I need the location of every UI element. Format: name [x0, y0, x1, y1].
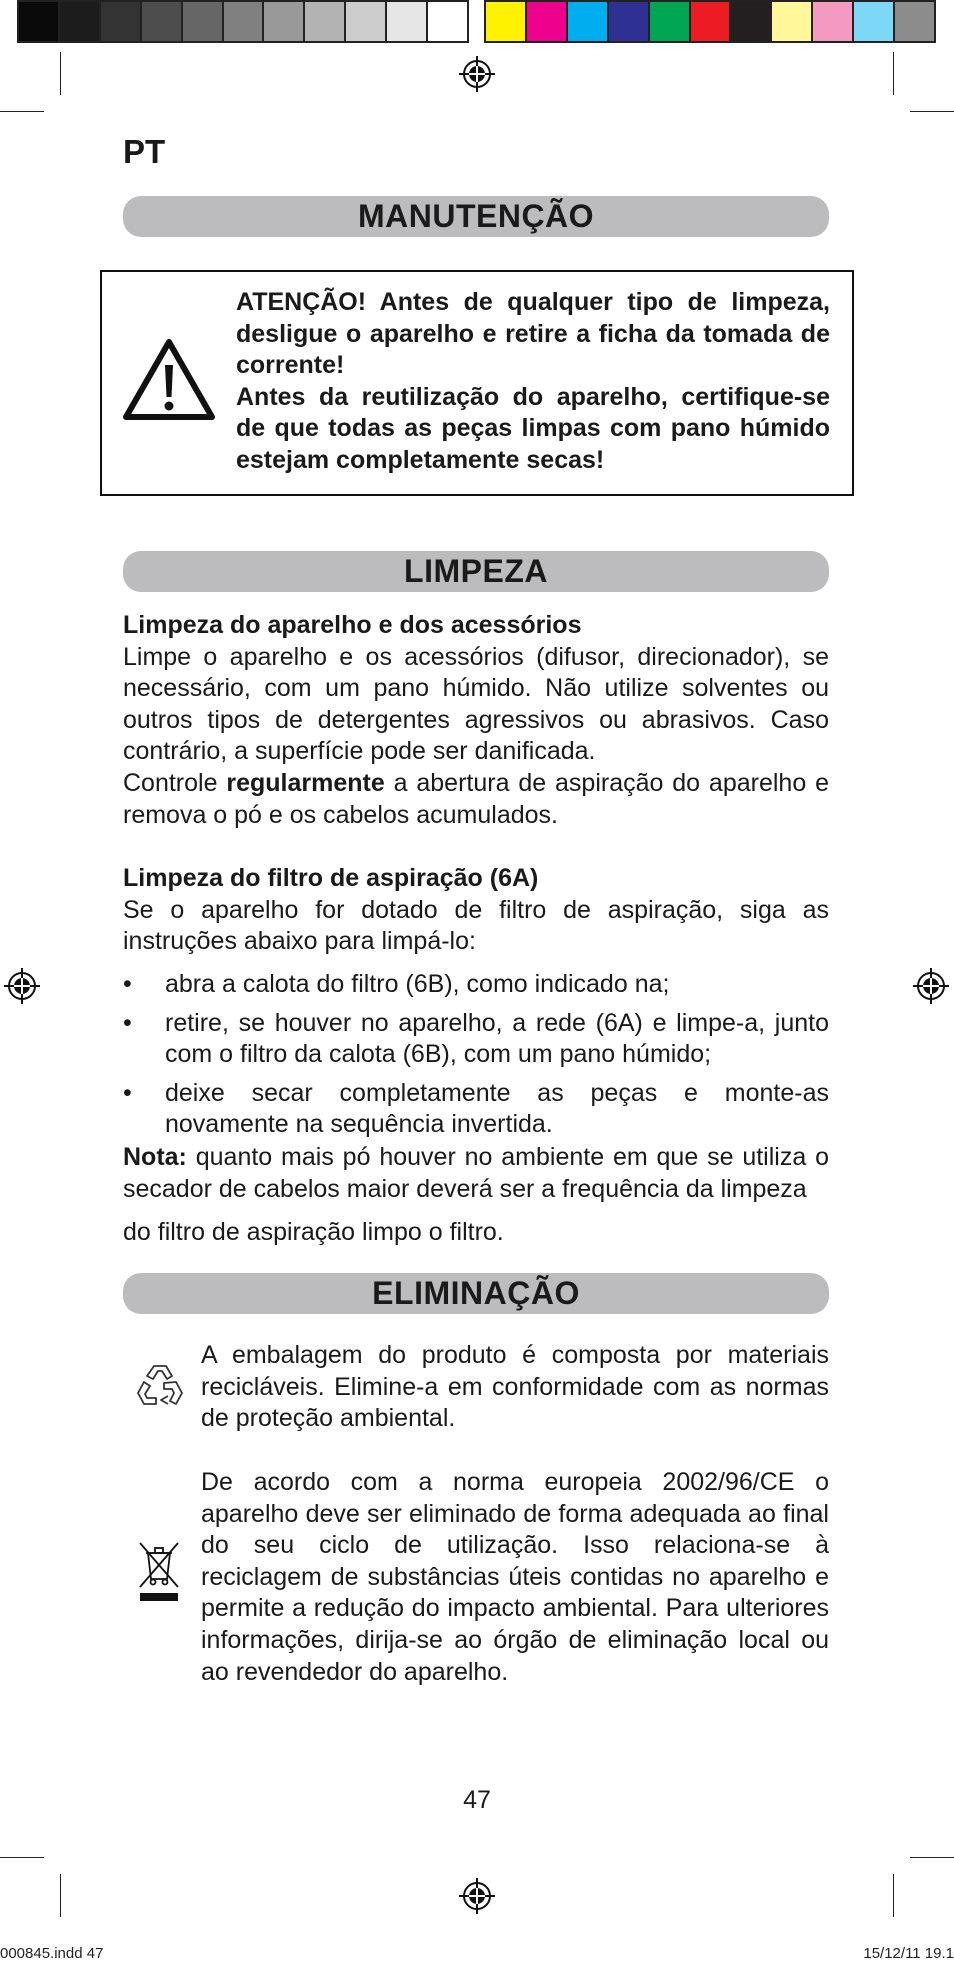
list-item	[123, 1008, 829, 1071]
list-item	[123, 969, 829, 1001]
registration-mark-icon	[4, 968, 40, 1004]
cleaning-block-2	[123, 863, 829, 958]
color-swatch	[183, 2, 224, 41]
language-label: PT	[123, 133, 166, 170]
list-item-text: retire, se houver no aparelho, a rede (6A) e limpe-a, junto com o filtro da calota (6B), com um pano húmido;	[165, 1008, 829, 1069]
crop-mark	[60, 52, 61, 95]
paragraph: Limpe o aparelho e os acessórios (difusor, direcionador), se necessário, com um pano húmido. Não utilize solventes ou outros tipos de detergentes agressivos ou abrasivos. Caso contrário, a superfície pode ser danificada.	[123, 642, 829, 766]
color-swatch	[854, 2, 895, 41]
process-color-bar	[484, 0, 936, 43]
color-swatch	[142, 2, 183, 41]
page-number: 47	[463, 1786, 491, 1814]
recycle-text: A embalagem do produto é composta por materiais recicláveis. Elimine-a em conformidade com as normas de proteção ambiental.	[201, 1341, 829, 1433]
paragraph	[123, 768, 829, 831]
warning-line: ATENÇÃO! Antes de qualquer tipo de limpeza, desligue o aparelho e retire a ficha da tomada de corrente!	[236, 288, 830, 379]
color-swatch	[224, 2, 265, 41]
color-swatch	[305, 2, 346, 41]
crop-mark	[893, 52, 894, 95]
color-swatch	[60, 2, 101, 41]
list-item-text: abra a calota do filtro (6B), como indicado na;	[165, 970, 670, 998]
cleaning-block-1	[123, 610, 829, 831]
color-swatch	[101, 2, 142, 41]
crop-mark	[60, 1874, 61, 1917]
color-swatch	[346, 2, 387, 41]
paragraph-text: a abertura de aspiração do aparelho e remova o pó e os cabelos acumulados.	[123, 768, 829, 829]
list-item-text: deixe secar completamente as peças e monte-as novamente na sequência invertida.	[165, 1078, 829, 1139]
subsection-title: Limpeza do aparelho e dos acessórios	[123, 611, 582, 639]
crossed-bin-icon	[136, 1537, 182, 1603]
color-swatch	[609, 2, 650, 41]
color-swatch	[691, 2, 732, 41]
registration-mark-icon	[459, 1878, 495, 1914]
bullet-marker: •	[123, 1008, 132, 1037]
color-swatch	[387, 2, 428, 41]
warning-text	[236, 287, 830, 476]
color-swatch	[527, 2, 568, 41]
registration-mark-icon	[459, 56, 495, 92]
registration-mark-icon	[913, 968, 949, 1004]
section-title-maintenance: MANUTENÇÃO	[123, 196, 829, 237]
note-text: quanto mais pó houver no ambiente em que se utiliza o secador de cabelos maior deverá ser a frequência da limpeza	[123, 1143, 829, 1203]
color-swatch	[650, 2, 691, 41]
emphasis-text: regularmente	[226, 768, 385, 797]
note-paragraph	[123, 1142, 829, 1205]
paragraph-text: Controle	[123, 768, 227, 797]
color-swatch	[264, 2, 305, 41]
bullet-marker: •	[123, 1078, 132, 1107]
color-swatch	[486, 2, 527, 41]
note-label: Nota:	[123, 1143, 187, 1171]
crop-mark	[893, 1874, 894, 1917]
crop-mark	[910, 111, 954, 112]
color-swatch	[428, 2, 467, 41]
color-swatch	[731, 2, 772, 41]
section-title-cleaning: LIMPEZA	[123, 551, 829, 592]
note-tail: do filtro de aspiração limpo o filtro.	[123, 1218, 504, 1246]
crop-mark	[0, 111, 44, 112]
color-swatch	[568, 2, 609, 41]
slug-filename: 000845.indd 47	[0, 1945, 104, 1962]
section-title-disposal: ELIMINAÇÃO	[123, 1273, 829, 1314]
bullet-marker: •	[123, 970, 132, 998]
warning-line: Antes da reutilização do aparelho, certifique-se de que todas as peças limpas com pano húmido estejam completamente secas!	[236, 382, 830, 474]
color-swatch	[772, 2, 813, 41]
color-swatch	[895, 2, 934, 41]
paragraph: Se o aparelho for dotado de filtro de aspiração, siga as instruções abaixo para limpá-lo:	[123, 895, 829, 956]
color-swatch	[19, 2, 60, 41]
recycle-icon	[134, 1360, 186, 1412]
bullet-list	[123, 969, 829, 1141]
color-swatch	[813, 2, 854, 41]
subsection-title: Limpeza do filtro de aspiração (6A)	[123, 864, 539, 892]
list-item	[123, 1078, 829, 1141]
crop-mark	[910, 1857, 954, 1858]
crop-mark	[0, 1857, 44, 1858]
slug-date: 15/12/11 19.1	[863, 1945, 954, 1962]
weee-text: De acordo com a norma europeia 2002/96/CE o aparelho deve ser eliminado de forma adequada ao final do seu ciclo de utilização. Isso relaciona-se à reciclagem de substâncias úteis contidas no aparelho e permite a redução do impacto ambiental. Para ulteriores informações, dirija-se ao órgão de eliminação local ou ao revendedor do aparelho.	[201, 1468, 829, 1686]
gray-color-bar	[17, 0, 469, 43]
warning-triangle-icon	[121, 337, 217, 423]
